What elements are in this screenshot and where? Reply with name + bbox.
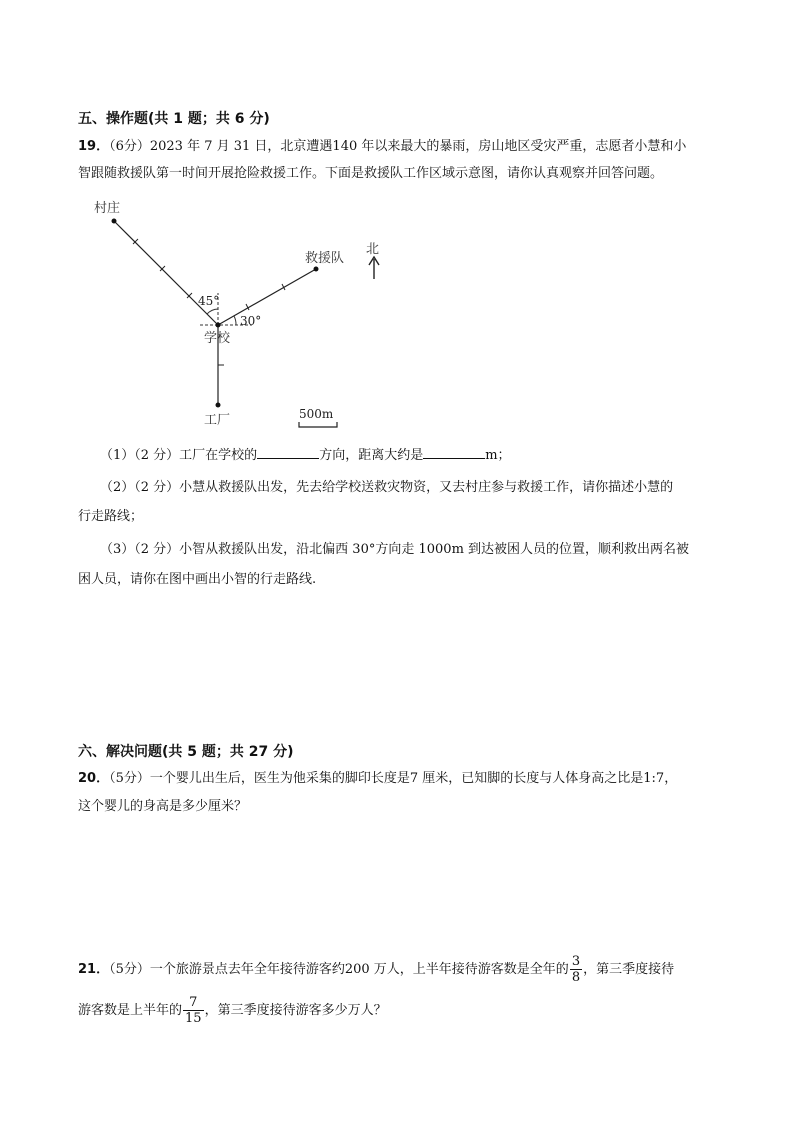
- question-21-text-2b: ，第三季度接待游客多少万人？: [204, 1003, 387, 1018]
- question-19-line-2: 智跟随救援队第一时间开展抢险救援工作。下面是救援队工作区域示意图，请你认真观察并回答问题。: [78, 166, 664, 181]
- factory-label: 工厂: [204, 413, 231, 428]
- part-1-text-a: （1）（2 分）工厂在学校的: [100, 448, 258, 463]
- answer-blank-direction[interactable]: [257, 446, 319, 459]
- line-school-rescue: [218, 269, 316, 325]
- question-21-number: 21．: [78, 962, 110, 977]
- angle-45-label: 45°: [198, 294, 220, 308]
- question-20-line-2: 这个婴儿的身高是多少厘米？: [78, 799, 248, 814]
- question-19-text-1: （6分）2023 年 7 月 31 日，北京遭遇140 年以来最大的暴雨，房山地区受灾严重，志愿者小慧和小: [109, 139, 687, 154]
- rescue-point: [314, 267, 319, 272]
- angle-arc-30: [234, 316, 236, 325]
- question-19-part-3-line-1: （3）（2 分）小智从救援队出发，沿北偏西 30°方向走 1000m 到达被困人员的位置，顺利救出两名被: [100, 542, 690, 557]
- question-19-part-2-line-1: （2）（2 分）小慧从救援队出发，先去给学校送救灾物资，又去村庄参与救援工作，请你描述小慧的: [100, 480, 674, 495]
- question-19-line-1: [78, 137, 686, 157]
- question-20-number: 20．: [78, 771, 110, 786]
- question-21-text-1b: ，第三季度接待: [583, 962, 675, 977]
- question-19-part-3-line-2: 困人员，请你在图中画出小智的行走路线.: [78, 572, 317, 587]
- question-20-line-1: [78, 769, 677, 789]
- question-19-number: 19．: [78, 139, 110, 154]
- question-21-line-1: [78, 953, 674, 987]
- rescue-area-diagram: [80, 195, 410, 435]
- village-point: [112, 219, 117, 224]
- section-5-title: 五、操作题(共 1 题；共 6 分): [78, 111, 270, 127]
- fraction-numerator: 3: [571, 954, 581, 969]
- question-21-text-2a: 游客数是上半年的: [78, 1003, 183, 1018]
- factory-point: [216, 403, 221, 408]
- fraction-denominator: 8: [571, 970, 581, 985]
- question-19-part-1: [100, 446, 511, 466]
- question-21-line-2: [78, 994, 387, 1028]
- fraction-numerator: 7: [189, 995, 198, 1010]
- question-20-text-1: （5分）一个婴儿出生后，医生为他采集的脚印长度是7 厘米，已知脚的长度与人体身高之比是1:7，: [109, 771, 678, 786]
- fraction-7-15: [183, 995, 204, 1026]
- rescue-label: 救援队: [305, 251, 345, 266]
- part-1-text-c: m；: [485, 448, 511, 463]
- scale-bar: [299, 422, 337, 427]
- line-school-village: [114, 221, 218, 325]
- north-label: 北: [366, 242, 380, 257]
- fraction-denominator: 15: [185, 1011, 202, 1026]
- part-1-text-b: 方向，距离大约是: [319, 448, 424, 463]
- answer-blank-distance[interactable]: [423, 446, 485, 459]
- school-point: [216, 323, 221, 328]
- question-21-text-1a: （5分）一个旅游景点去年全年接待游客约200 万人，上半年接待游客数是全年的: [109, 962, 569, 977]
- scale-label: 500m: [299, 407, 334, 421]
- angle-30-label: 30°: [240, 314, 262, 328]
- question-19-part-2-line-2: 行走路线；: [78, 509, 144, 524]
- school-label: 学校: [204, 331, 231, 346]
- fraction-3-8: [570, 954, 582, 985]
- village-label: 村庄: [94, 201, 121, 216]
- section-6-title: 六、解决问题(共 5 题；共 27 分): [78, 744, 294, 760]
- angle-arc-45: [207, 309, 218, 314]
